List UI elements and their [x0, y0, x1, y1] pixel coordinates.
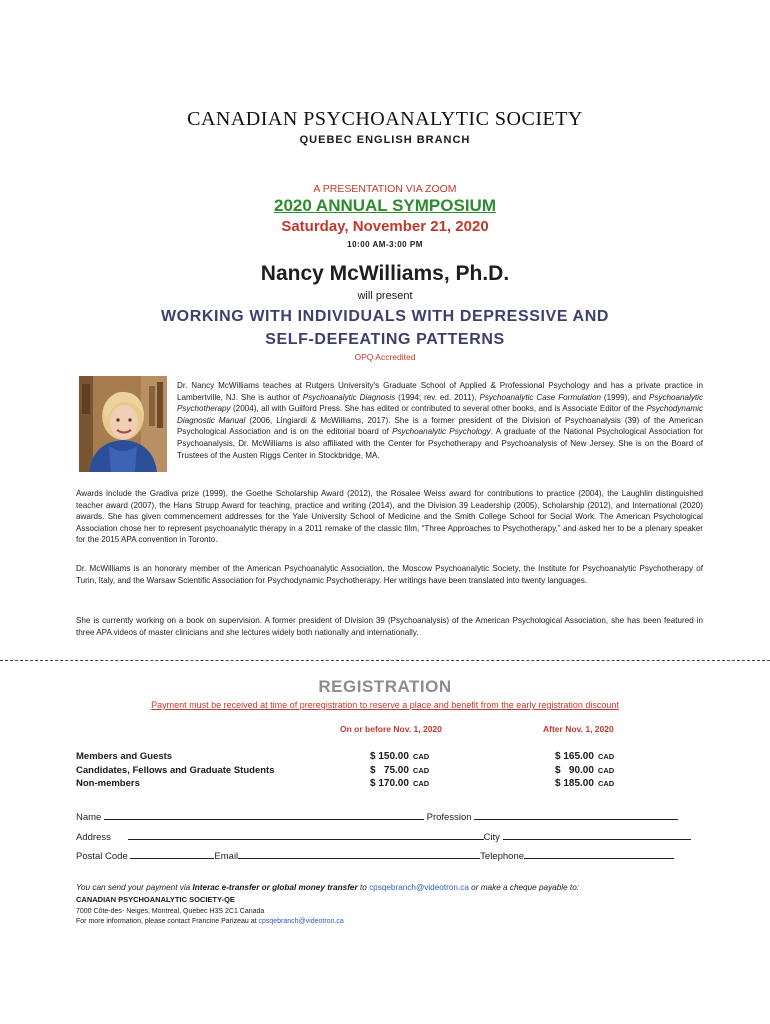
payment-email-link[interactable]: cpsqebranch@videotron.ca: [369, 883, 469, 892]
branch-subtitle: QUEBEC ENGLISH BRANCH: [299, 134, 471, 146]
contact-info: For more information, please contact Francine Parizeau at cpsqebranch@videotron.ca: [76, 918, 344, 925]
col-early-header: On or before Nov. 1, 2020: [340, 724, 442, 734]
org-title: CANADIAN PSYCHOANALYTIC SOCIETY: [187, 108, 583, 130]
address-label: Address: [76, 832, 111, 843]
name-label: Name: [76, 812, 102, 823]
contact-email-link[interactable]: cpsqebranch@videotron.ca: [258, 918, 344, 925]
will-present: will present: [357, 290, 413, 302]
email-label: Email: [214, 851, 239, 862]
name-field[interactable]: [104, 810, 424, 820]
event-date: Saturday, November 21, 2020: [281, 218, 489, 235]
payment-note: Payment must be received at time of preregistration to reserve a place and benefit from the early registration discount: [151, 700, 619, 710]
city-field[interactable]: [503, 830, 691, 840]
bio-paragraph-1: Dr. Nancy McWilliams teaches at Rutgers University's Graduate School of Applied & Professional Psychology and has a private practice in Lambertville, NJ. She is author of Psychoanalytic Diagnosis (1994; rev. ed. 2011), Psychoanalytic Case Formulation (1999), and Psychoanalytic Psychotherapy (2004), all with Guilford Press. She has edited or contributed to several other books, and is Associate Editor of the Psychodynamic Diagnostic Manual (2006, Lingiardi & McWilliams, 2017). She is a former president of the Division of Psychoanalysis (39) of the American Psychological Association and is on the editorial board of Psychoanalytic Psychology. A graduate of the National Psychological Association for Psychoanalysis, Dr. McWilliams is also affiliated with the Center for Psychotherapy and Psychoanalysis of New Jersey. She is on the Board of Trustees of the Austen Riggs Center in Stockbridge, MA.: [177, 381, 703, 460]
speaker-photo: [79, 376, 167, 472]
fee-early: $ 150.00 CAD: [370, 751, 430, 762]
fee-early: $ 170.00 CAD: [370, 778, 430, 789]
registration-heading: REGISTRATION: [318, 677, 452, 696]
fee-late: $ 165.00 CAD: [555, 751, 615, 762]
telephone-field[interactable]: [524, 849, 674, 859]
fee-row-label: Candidates, Fellows and Graduate Students: [76, 765, 275, 776]
fee-row-label: Members and Guests: [76, 751, 173, 762]
postal-field[interactable]: [130, 849, 214, 859]
form-row-name: [76, 810, 678, 823]
form-row-contact: [76, 849, 674, 862]
profession-label: Profession: [426, 812, 472, 823]
payment-instructions: You can send your payment via Interac e-transfer or global money transfer to cpsqebranch@videotron.ca or make a cheque payable to:: [76, 883, 580, 892]
city-label: City: [483, 832, 500, 843]
fee-late: $ 90.00 CAD: [555, 765, 615, 776]
telephone-label: Telephone: [480, 851, 525, 862]
email-field[interactable]: [238, 849, 480, 859]
event-time: 10:00 AM-3:00 PM: [347, 240, 423, 249]
mailing-address: 7000 Côte-des- Neiges, Montreal, Quebec H3S 2C1 Canada: [76, 908, 265, 915]
postal-label: Postal Code: [76, 851, 128, 862]
col-late-header: After Nov. 1, 2020: [543, 724, 614, 734]
bio-paragraph-4: She is currently working on a book on supervision. A former president of Division 39 (Psychoanalysis) of the American Psychological Association, she has been featured in three APA videos of master clinicians and she lectures widely both nationally and internationally.: [76, 616, 703, 637]
payee-name: CANADIAN PSYCHOANALYTIC SOCIETY-QE: [76, 895, 235, 904]
address-field[interactable]: [128, 830, 484, 840]
bio-paragraph-2: Awards include the Gradiva prize (1999), the Goethe Scholarship Award (2012), the Rosalee Weiss award for contributions to practice (2004), the Laughlin distinguished teacher award (2007), the Hans Strupp Award for teaching, practice and writing (2014), and the Division 39 Leadership (2005), Scholarship (2012), and International (2020) awards. She has given commencement addresses for the Yale University School of Medicine and the Smith College School for Social Work. The American Psychological Association chose her to represent psychoanalytic therapy in a 2011 remake of the classic film, “Three Approaches to Psychotherapy,” and asked her to be a plenary speaker for the 2015 APA convention in Toronto.: [76, 489, 703, 545]
presentation-via: A PRESENTATION VIA ZOOM: [313, 183, 457, 195]
fee-row-label: Non-members: [76, 778, 140, 789]
talk-title-line1: WORKING WITH INDIVIDUALS WITH DEPRESSIVE AND: [160, 308, 610, 325]
cut-line-divider: [0, 660, 770, 661]
profession-field[interactable]: [474, 810, 678, 820]
talk-title-line2: SELF-DEFEATING PATTERNS: [265, 331, 505, 348]
bio-paragraph-3: Dr. McWilliams is an honorary member of the American Psychoanalytic Association, the Moscow Psychoanalytic Society, the Institute for Psychoanalytic Psychotherapy of Turin, Italy, and the Warsaw Scientific Association for Psychodynamic Psychotherapy. Her writings have been translated into twenty languages.: [76, 564, 703, 585]
accreditation-note: OPQ Accredited: [354, 352, 416, 362]
form-row-address: [76, 830, 691, 843]
speaker-name: Nancy McWilliams, Ph.D.: [260, 262, 510, 285]
fee-early: $ 75.00 CAD: [370, 765, 430, 776]
fee-late: $ 185.00 CAD: [555, 778, 615, 789]
symposium-title: 2020 ANNUAL SYMPOSIUM: [274, 196, 496, 215]
